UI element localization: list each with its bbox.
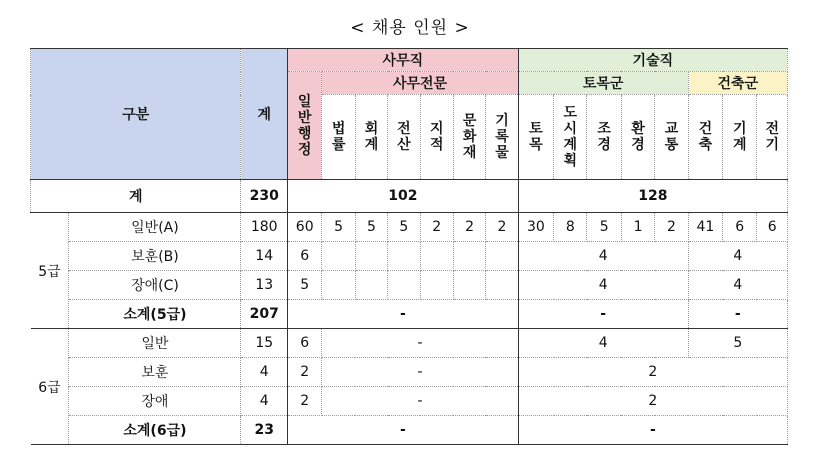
recruitment-table [30, 48, 788, 445]
cell-value: - [322, 387, 518, 416]
cell-value: 60 [288, 213, 322, 242]
cell-value: 41 [688, 213, 722, 242]
row-total: 4 [241, 358, 288, 387]
row-label: 일반(A) [69, 213, 241, 242]
cell-value: 4 [518, 329, 688, 358]
empty-cell [388, 242, 420, 271]
cell-value: 2 [288, 387, 322, 416]
empty-cell [388, 271, 420, 300]
row-total: 4 [241, 387, 288, 416]
cell-value: 30 [518, 213, 553, 242]
cell-value: 5 [587, 213, 621, 242]
cell-value: 2 [288, 358, 322, 387]
cell-value: 1 [621, 213, 654, 242]
cell-value: 6 [288, 242, 322, 271]
empty-cell [355, 271, 387, 300]
header-office-special: 사무전문 [322, 72, 518, 95]
header-category: 구분 [31, 49, 241, 180]
cell-value: 4 [688, 242, 787, 271]
subtotal-office: - [288, 416, 519, 445]
cell-value: 2 [655, 213, 688, 242]
job-computing: 전 산 [388, 95, 420, 180]
cell-value: 6 [288, 329, 322, 358]
cell-value: 5 [355, 213, 387, 242]
row-label: 보훈 [69, 358, 241, 387]
cell-value: 2 [453, 213, 485, 242]
grade5-label: 5급 [31, 213, 69, 329]
grade6-label: 6급 [31, 329, 69, 445]
subtotal-office: - [288, 300, 519, 329]
cell-value: 2 [420, 213, 453, 242]
job-electrical: 전 기 [757, 95, 788, 180]
row-label: 보훈(B) [69, 242, 241, 271]
empty-cell [420, 242, 453, 271]
job-civil: 토 목 [518, 95, 553, 180]
job-urban-planning: 도 시 계 획 [554, 95, 587, 180]
cell-value: 4 [688, 271, 787, 300]
job-cadastral: 지 적 [420, 95, 453, 180]
total-row-label: 계 [31, 180, 241, 213]
job-environment: 환 경 [621, 95, 654, 180]
total-row-office: 102 [288, 180, 519, 213]
cell-value: - [322, 329, 518, 358]
cell-value: 5 [288, 271, 322, 300]
page-title: < 채용 인원 > [350, 18, 470, 38]
job-accounting: 회 계 [355, 95, 387, 180]
cell-value: 4 [518, 242, 688, 271]
row-label: 장애(C) [69, 271, 241, 300]
empty-cell [322, 242, 355, 271]
cell-value: 5 [322, 213, 355, 242]
row-total: 180 [241, 213, 288, 242]
row-total: 15 [241, 329, 288, 358]
row-label: 일반 [69, 329, 241, 358]
subtotal-label: 소계(5급) [69, 300, 241, 329]
header-technical: 기술직 [518, 49, 787, 72]
job-traffic: 교 통 [655, 95, 688, 180]
cell-value: 2 [518, 387, 787, 416]
job-records: 기 록 물 [486, 95, 518, 180]
job-law: 법 률 [322, 95, 355, 180]
header-total: 계 [241, 49, 288, 180]
empty-cell [420, 271, 453, 300]
header-office-general: 일 반 행 정 [288, 72, 322, 180]
cell-value: 2 [518, 358, 787, 387]
subtotal-arch: - [688, 300, 787, 329]
job-heritage: 문 화 재 [453, 95, 485, 180]
cell-value: 5 [388, 213, 420, 242]
total-row-technical: 128 [518, 180, 787, 213]
subtotal-label: 소계(6급) [69, 416, 241, 445]
cell-value: 2 [486, 213, 518, 242]
cell-value: 5 [688, 329, 787, 358]
empty-cell [355, 242, 387, 271]
empty-cell [453, 242, 485, 271]
header-civil-group: 토목군 [518, 72, 688, 95]
header-office: 사무직 [288, 49, 519, 72]
subtotal-technical: - [518, 416, 787, 445]
job-architecture: 건 축 [688, 95, 722, 180]
cell-value: 4 [518, 271, 688, 300]
empty-cell [453, 271, 485, 300]
subtotal-total: 207 [241, 300, 288, 329]
cell-value: - [322, 358, 518, 387]
cell-value: 6 [723, 213, 757, 242]
empty-cell [486, 271, 518, 300]
row-total: 13 [241, 271, 288, 300]
cell-value: 6 [757, 213, 788, 242]
header-arch-group: 건축군 [688, 72, 787, 95]
subtotal-total: 23 [241, 416, 288, 445]
job-mechanical: 기 계 [723, 95, 757, 180]
job-landscape: 조 경 [587, 95, 621, 180]
subtotal-civil: - [518, 300, 688, 329]
row-total: 14 [241, 242, 288, 271]
empty-cell [486, 242, 518, 271]
row-label: 장애 [69, 387, 241, 416]
total-row-total: 230 [241, 180, 288, 213]
empty-cell [322, 271, 355, 300]
cell-value: 8 [554, 213, 587, 242]
